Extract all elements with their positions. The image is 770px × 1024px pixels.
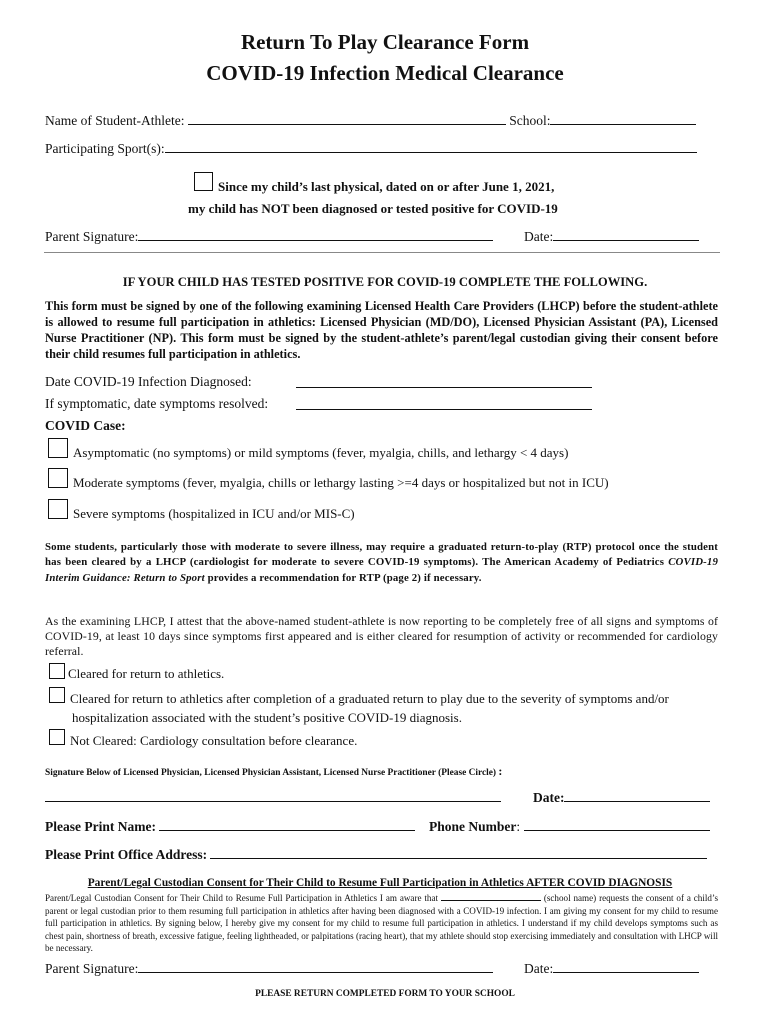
not-cleared-checkbox[interactable] <box>49 729 65 745</box>
print-name-label: Please Print Name: <box>45 819 156 834</box>
lhcp-signature-label <box>45 764 502 779</box>
lhcp-requirement-paragraph: This form must be signed by one of the following examining Licensed Health Care Providers (LHCP) before the student-athlete is allowed to resume full participation in athletics: Licensed Physician (MD/DO), Licensed Physician Assistant (PA), Licensed Nurse Practitioner (NP). This form must be signed by the student-athlete’s parent/legal custodian giving their consent before their child resumes full participation in athletics. <box>45 299 718 361</box>
office-label: Please Print Office Address: <box>45 847 208 862</box>
parent-date-row <box>524 227 699 245</box>
form-title: Return To Play Clearance Form <box>240 30 530 54</box>
section-divider <box>44 252 720 253</box>
resolved-label: If symptomatic, date symptoms resolved: <box>45 396 269 411</box>
lhcp-signature-text: Signature Below of Licensed Physician, Licensed Physician Assistant, Licensed Nurse Practitioner (Please Circle) <box>45 768 497 778</box>
print-name-row <box>45 817 415 835</box>
severe-checkbox[interactable] <box>48 499 68 519</box>
attestation-checkbox[interactable] <box>194 172 213 191</box>
cleared-label: Cleared for return to athletics. <box>68 666 225 681</box>
parent-signature-bottom-field[interactable] <box>138 959 493 973</box>
diagnosed-date-field[interactable] <box>296 374 592 388</box>
lhcp-date-row <box>533 788 710 806</box>
attestation-line1: Since my child’s last physical, dated on or after June 1, 2021, <box>218 179 555 194</box>
rtp-text-2: provides a recommendation for RTP (page 2) if necessary. <box>204 571 482 584</box>
phone-field[interactable] <box>524 817 710 831</box>
cleared-graduated-label-1: Cleared for return to athletics after completion of a graduated return to play due to the severity of symptoms and/or <box>70 691 669 706</box>
covid-case-heading: COVID Case: <box>45 418 126 433</box>
lhcp-date-field[interactable] <box>564 788 710 802</box>
sports-row <box>45 139 697 157</box>
student-name-row <box>45 111 696 129</box>
student-name-label: Name of Student-Athlete: <box>45 113 185 128</box>
parent-date-bottom-label: Date: <box>524 961 554 976</box>
lhcp-date-label: Date: <box>533 790 565 805</box>
parent-signature-bottom-label: Parent Signature: <box>45 961 139 976</box>
cleared-checkbox[interactable] <box>49 663 65 679</box>
not-cleared-label: Not Cleared: Cardiology consultation before clearance. <box>70 733 358 748</box>
form-subtitle: COVID-19 Infection Medical Clearance <box>206 61 564 85</box>
parent-signature-label: Parent Signature: <box>45 229 139 244</box>
school-name-field[interactable] <box>441 891 541 901</box>
phone-row <box>429 817 710 835</box>
sports-field[interactable] <box>165 139 697 153</box>
diagnosed-label: Date COVID-19 Infection Diagnosed: <box>45 374 252 389</box>
lhcp-signature-field[interactable] <box>45 788 501 802</box>
office-field[interactable] <box>210 845 707 859</box>
parent-signature-bottom-row <box>45 959 493 977</box>
resolved-date-field[interactable] <box>296 396 592 410</box>
lhcp-attest-paragraph: As the examining LHCP, I attest that the above-named student-athlete is now reporting to be completely free of all signs and symptoms of COVID-19, at least 10 days since symptoms first appeared and is either cleared for resumption of activity or recommended for cardiology referral. <box>45 614 718 658</box>
severe-label: Severe symptoms (hospitalized in ICU and/or MIS-C) <box>73 506 355 521</box>
footer-note: PLEASE RETURN COMPLETED FORM TO YOUR SCHOOL <box>255 989 515 999</box>
consent-text-a: Parent/Legal Custodian Consent for Their Child to Resume Full Participation in Athletics I am aware that <box>45 893 439 903</box>
student-name-field[interactable] <box>188 111 506 125</box>
asymptomatic-label: Asymptomatic (no symptoms) or mild symptoms (fever, myalgia, chills, and lethargy < 4 days) <box>73 445 569 460</box>
parent-signature-field[interactable] <box>138 227 493 241</box>
lhcp-signature-colon: : <box>498 764 503 778</box>
cleared-graduated-checkbox[interactable] <box>49 687 65 703</box>
sports-label: Participating Sport(s): <box>45 141 165 156</box>
rtp-text-1: Some students, particularly those with moderate to severe illness, may require a graduated return-to-play (RTP) protocol once the student has been cleared by a LHCP (cardiologist for moderate to severe COVID-19 symptoms). The American Academy of Pediatrics <box>45 541 718 569</box>
parent-date-bottom-field[interactable] <box>553 959 699 973</box>
school-label: School: <box>509 113 551 128</box>
office-row <box>45 845 707 863</box>
parent-date-label: Date: <box>524 229 554 244</box>
moderate-checkbox[interactable] <box>48 468 68 488</box>
parent-signature-row <box>45 227 493 245</box>
attestation-line2: my child has NOT been diagnosed or tested positive for COVID-19 <box>188 201 558 216</box>
rtp-guidance-title: COVID-19 Interim Guidance: Return to Sport <box>45 556 718 584</box>
phone-label: Phone Number <box>429 819 517 834</box>
consent-paragraph <box>45 891 718 955</box>
moderate-label: Moderate symptoms (fever, myalgia, chills or lethargy lasting >=4 days or hospitalized but not in ICU) <box>73 475 609 490</box>
positive-heading: IF YOUR CHILD HAS TESTED POSITIVE FOR COVID-19 COMPLETE THE FOLLOWING. <box>122 275 648 289</box>
print-name-field[interactable] <box>159 817 415 831</box>
parent-date-bottom-row <box>524 959 699 977</box>
asymptomatic-checkbox[interactable] <box>48 438 68 458</box>
phone-colon: : <box>516 819 521 834</box>
rtp-paragraph <box>45 540 718 586</box>
school-field[interactable] <box>550 111 696 125</box>
cleared-graduated-label-2: hospitalization associated with the student’s positive COVID-19 diagnosis. <box>72 710 462 725</box>
consent-heading: Parent/Legal Custodian Consent for Their Child to Resume Full Participation in Athletics AFTER COVID DIAGNOSIS <box>87 877 673 889</box>
parent-date-field[interactable] <box>553 227 699 241</box>
consent-text-b: (school name) requests the consent of a child’s parent or legal custodian prior to them resuming full participation in athletics after having been diagnosed with a COVID-19 infection. I am giving my consent for my child to resume full participation in athletics. By signing below, I hereby give my consent for my child to resume full participation in athletics. I understand if my child develops symptoms such as chest pain, shortness of breath, excessive fatigue, feeling lightheaded, or palpitations (racing heart), that my athlete should stop exercising immediately and consultation with LHCP will be necessary. <box>45 893 719 953</box>
